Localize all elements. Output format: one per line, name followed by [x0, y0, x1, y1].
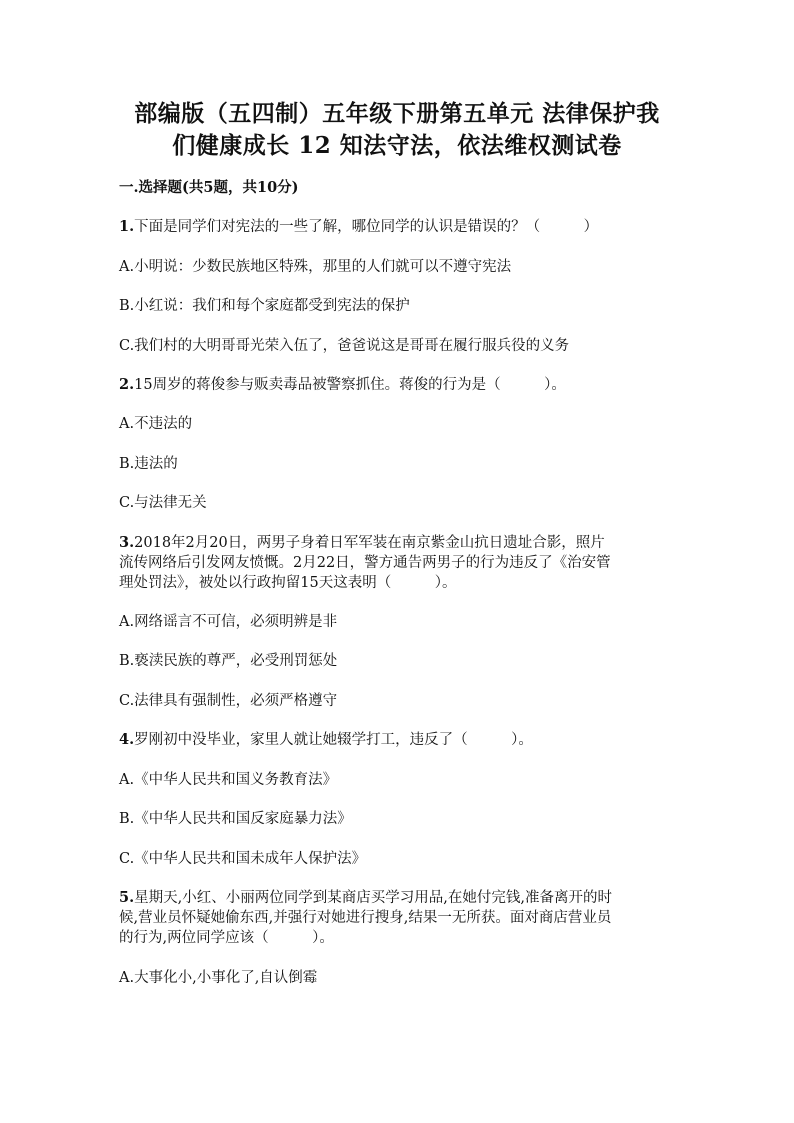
title-line-2: 们健康成长 12 知法守法，依法维权测试卷	[172, 132, 622, 159]
question-stem: 15周岁的蒋俊参与贩卖毒品被警察抓住。蒋俊的行为是（ ）。	[134, 377, 566, 393]
question-2-option-c: C.与法律无关	[119, 495, 207, 511]
question-number: 5.	[119, 889, 135, 906]
question-5-stem-line-2: 候,营业员怀疑她偷东西,并强行对她进行搜身,结果一无所获。面对商店营业员	[119, 910, 612, 926]
question-4-option-c: C.《中华人民共和国未成年人保护法》	[119, 851, 367, 867]
question-number: 3.	[119, 534, 135, 551]
question-5	[119, 888, 689, 908]
question-3-option-b: B.亵渎民族的尊严，必受刑罚惩处	[119, 653, 338, 669]
question-1-option-b: B.小红说：我们和每个家庭都受到宪法的保护	[119, 298, 410, 314]
question-number: 2.	[119, 376, 135, 393]
question-4	[119, 730, 689, 750]
question-stem-line-1: 星期天,小红、小丽两位同学到某商店买学习用品,在她付完钱,准备离开的时	[134, 890, 612, 906]
page-title	[100, 98, 694, 162]
question-1-option-a: A.小明说：少数民族地区特殊，那里的人们就可以不遵守宪法	[119, 259, 512, 275]
question-1	[119, 217, 689, 237]
question-number: 1.	[119, 218, 135, 235]
question-stem: 罗刚初中没毕业，家里人就让她辍学打工，违反了（ ）。	[134, 732, 533, 748]
question-5-option-a: A.大事化小,小事化了,自认倒霉	[119, 970, 318, 986]
question-2-option-a: A.不违法的	[119, 416, 193, 432]
question-3-stem-line-3: 理处罚法》，被处以行政拘留15天这表明（ ）。	[119, 575, 457, 591]
section-heading: 一.选择题(共5题，共10分)	[119, 179, 299, 196]
question-1-option-c: C.我们村的大明哥哥光荣入伍了，爸爸说这是哥哥在履行服兵役的义务	[119, 338, 570, 354]
question-3-option-a: A.网络谣言不可信，必须明辨是非	[119, 614, 338, 630]
question-4-option-a: A.《中华人民共和国义务教育法》	[119, 772, 338, 788]
question-number: 4.	[119, 731, 135, 748]
question-2-option-b: B.违法的	[119, 456, 178, 472]
question-3-stem-line-2: 流传网络后引发网友愤慨。2月22日，警方通告两男子的行为违反了《治安管	[119, 555, 611, 571]
question-3	[119, 533, 689, 553]
question-2	[119, 375, 689, 395]
question-stem: 下面是同学们对宪法的一些了解，哪位同学的认识是错误的？（ ）	[134, 219, 599, 235]
question-4-option-b: B.《中华人民共和国反家庭暴力法》	[119, 811, 352, 827]
question-stem-line-1: 2018年2月20日，两男子身着日军军装在南京紫金山抗日遗址合影，照片	[134, 535, 605, 551]
question-3-option-c: C.法律具有强制性，必须严格遵守	[119, 693, 338, 709]
question-5-stem-line-3: 的行为,两位同学应该（ ）。	[119, 930, 334, 946]
title-line-1: 部编版（五四制）五年级下册第五单元 法律保护我	[134, 100, 660, 127]
